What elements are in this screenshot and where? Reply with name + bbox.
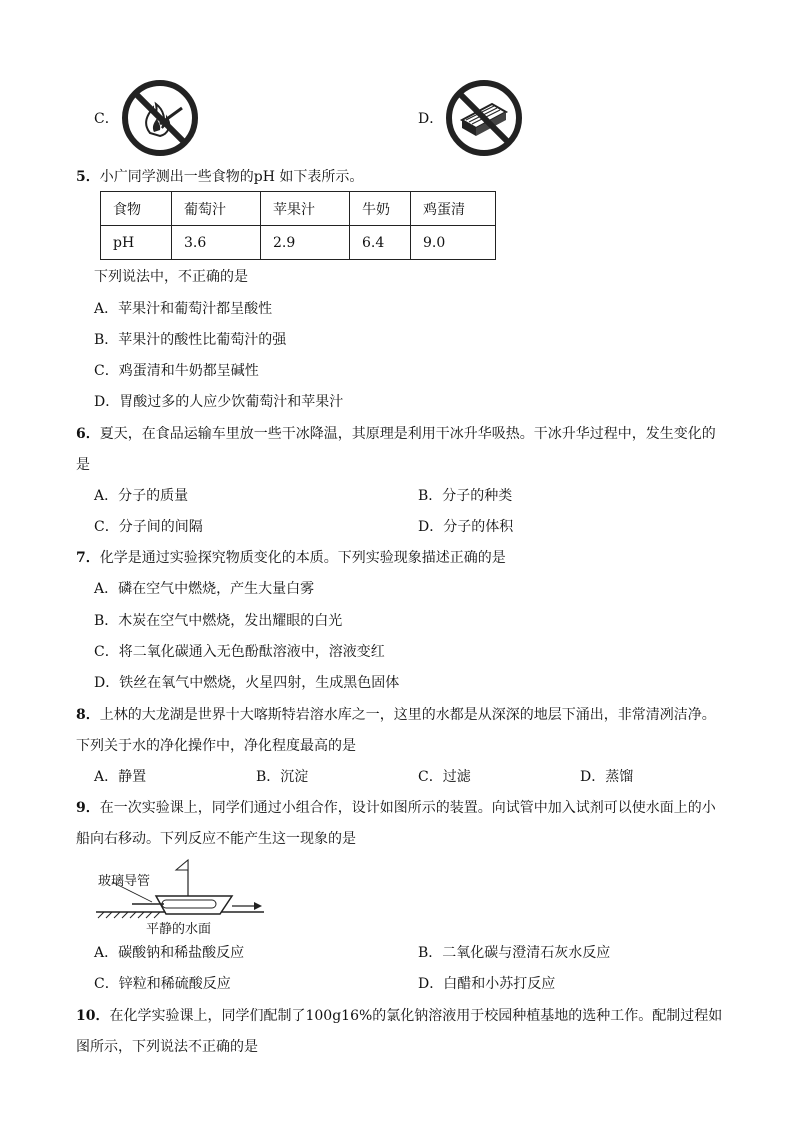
option-c[interactable]: C．过滤 xyxy=(418,769,471,785)
question-9-stem: 9．在一次实验课上，同学们通过小组合作，设计如图所示的装置。向试管中加入试剂可以使水面上的小 xyxy=(76,800,716,816)
table-row xyxy=(101,226,496,260)
option-b[interactable]: B．沉淀 xyxy=(256,769,309,785)
option-c[interactable]: C．分子间的间隔 xyxy=(94,519,203,535)
question-5-stem: 5．小广同学测出一些食物的pH 如下表所示。 xyxy=(76,169,364,185)
option-a[interactable]: A．苹果汁和葡萄汁都呈酸性 xyxy=(94,301,273,317)
question-8-stem: 8．上林的大龙湖是世界十大喀斯特岩溶水库之一，这里的水都是从深深的地层下涌出，非常清冽洁净。 xyxy=(76,707,716,723)
option-a[interactable]: A．碳酸钠和稀盐酸反应 xyxy=(94,945,245,961)
option-c[interactable]: C．将二氧化碳通入无色酚酞溶液中，溶液变红 xyxy=(94,644,385,660)
table-cell: 6.4 xyxy=(350,226,411,260)
table-cell: 食物 xyxy=(101,192,172,226)
option-c-label: C． xyxy=(94,111,119,127)
option-b[interactable]: B．苹果汁的酸性比葡萄汁的强 xyxy=(94,332,287,348)
no-fire-sign-icon xyxy=(120,78,200,158)
question-10-stem: 10．在化学实验课上，同学们配制了100g16%的氯化钠溶液用于校园种植基地的选种工作。配制过程如 xyxy=(76,1008,723,1024)
option-a[interactable]: A．磷在空气中燃烧，产生大量白雾 xyxy=(94,581,315,597)
option-b[interactable]: B．分子的种类 xyxy=(418,488,513,504)
table-cell: 牛奶 xyxy=(350,192,411,226)
question-7-stem: 7．化学是通过实验探究物质变化的本质。下列实验现象描述正确的是 xyxy=(76,550,506,566)
table-cell: pH xyxy=(101,226,172,260)
option-a[interactable]: A．静置 xyxy=(94,769,147,785)
option-d-label: D． xyxy=(418,111,444,127)
table-cell: 葡萄汁 xyxy=(172,192,261,226)
question-10-stem-cont: 图所示，下列说法不正确的是 xyxy=(76,1039,258,1055)
option-d[interactable]: D．蒸馏 xyxy=(580,769,634,785)
question-6-stem-cont: 是 xyxy=(76,457,90,473)
table-cell: 苹果汁 xyxy=(261,192,350,226)
water-surface-label: 平静的水面 xyxy=(146,922,212,937)
table-cell: 鸡蛋清 xyxy=(411,192,496,226)
ph-table xyxy=(100,191,496,260)
question-8-stem-cont: 下列关于水的净化操作中，净化程度最高的是 xyxy=(76,738,356,754)
option-a[interactable]: A．分子的质量 xyxy=(94,488,189,504)
question-5-prompt: 下列说法中，不正确的是 xyxy=(94,269,248,285)
glass-tube-label: 玻璃导管 xyxy=(98,874,151,889)
table-cell: 3.6 xyxy=(172,226,261,260)
option-d[interactable]: D．铁丝在氧气中燃烧，火星四射，生成黑色固体 xyxy=(94,675,400,691)
table-cell: 9.0 xyxy=(411,226,496,260)
table-cell: 2.9 xyxy=(261,226,350,260)
question-6-stem: 6．夏天，在食品运输车里放一些干冰降温，其原理是利用干冰升华吸热。干冰升华过程中，发生变化的 xyxy=(76,426,716,442)
question-9-stem-cont: 船向右移动。下列反应不能产生这一现象的是 xyxy=(76,831,356,847)
no-matches-sign-icon xyxy=(444,78,524,158)
option-b[interactable]: B．二氧化碳与澄清石灰水反应 xyxy=(418,945,611,961)
option-c[interactable]: C．鸡蛋清和牛奶都呈碱性 xyxy=(94,363,259,379)
option-d[interactable]: D．白醋和小苏打反应 xyxy=(418,976,556,992)
option-b[interactable]: B．木炭在空气中燃烧，发出耀眼的白光 xyxy=(94,613,343,629)
option-c[interactable]: C．锌粒和稀硫酸反应 xyxy=(94,976,231,992)
option-d[interactable]: D．胃酸过多的人应少饮葡萄汁和苹果汁 xyxy=(94,394,344,410)
table-row xyxy=(101,192,496,226)
option-d[interactable]: D．分子的体积 xyxy=(418,519,514,535)
